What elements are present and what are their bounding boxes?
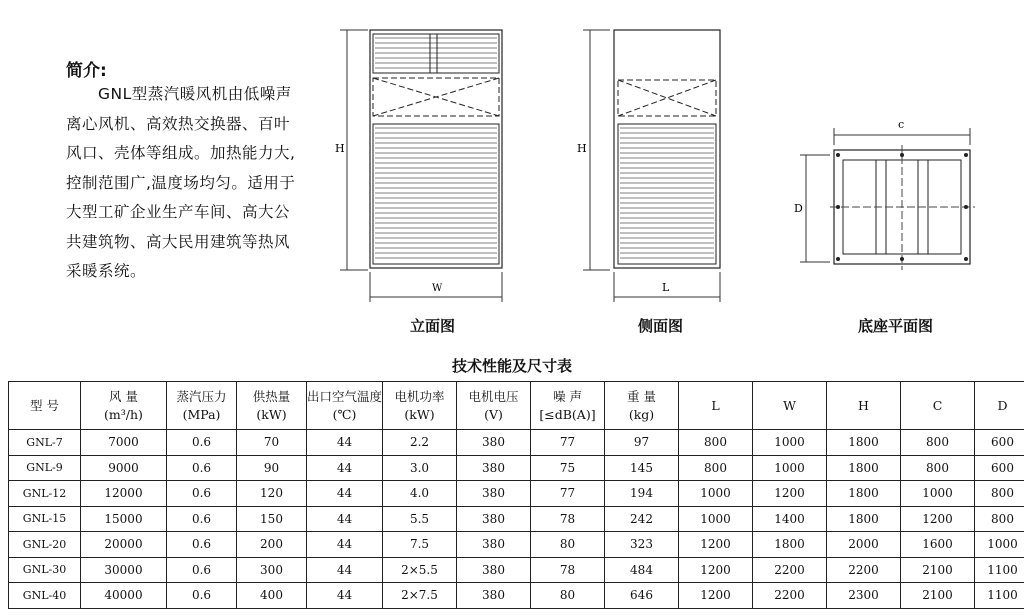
table-cell: 150: [237, 506, 307, 532]
side-l-label: L: [662, 281, 670, 294]
table-cell: 5.5: [383, 506, 457, 532]
table-cell: 646: [605, 583, 679, 609]
table-cell: 77: [531, 430, 605, 456]
table-cell: 380: [457, 583, 531, 609]
side-elevation-drawing: [577, 30, 720, 302]
table-row: [9, 583, 1024, 609]
table-header-cell: [237, 382, 307, 430]
table-cell: 15000: [81, 506, 167, 532]
table-cell: 1000: [679, 506, 753, 532]
header-label: 噪 声: [553, 388, 582, 404]
table-cell: 380: [457, 481, 531, 507]
table-cell: 1800: [827, 430, 901, 456]
table-cell: 40000: [81, 583, 167, 609]
model-cell: GNL-15: [9, 506, 81, 532]
table-cell: 2100: [901, 557, 975, 583]
table-cell: 44: [307, 583, 383, 609]
table-cell: 2200: [753, 583, 827, 609]
table-cell: 0.6: [167, 532, 237, 558]
table-cell: 1600: [901, 532, 975, 558]
header-unit: (kW): [404, 406, 435, 422]
spec-table: [8, 381, 1024, 609]
table-cell: 380: [457, 430, 531, 456]
table-cell: 44: [307, 455, 383, 481]
table-cell: 242: [605, 506, 679, 532]
table-cell: 7.5: [383, 532, 457, 558]
table-cell: 9000: [81, 455, 167, 481]
table-cell: 380: [457, 455, 531, 481]
table-cell: 3.0: [383, 455, 457, 481]
header-unit: [≤dB(A)]: [539, 406, 596, 422]
table-cell: 1800: [827, 481, 901, 507]
table-cell: 44: [307, 506, 383, 532]
front-caption: 立面图: [410, 317, 456, 335]
table-cell: 44: [307, 481, 383, 507]
table-header-cell: [81, 382, 167, 430]
intro-title: 简介:: [66, 61, 107, 81]
table-header-cell: [9, 382, 81, 430]
table-header-cell: [679, 382, 753, 430]
header-label: 型 号: [30, 397, 59, 413]
header-label: D: [997, 397, 1008, 413]
model-cell: GNL-12: [9, 481, 81, 507]
table-cell: 7000: [81, 430, 167, 456]
table-cell: 0.6: [167, 430, 237, 456]
table-cell: 194: [605, 481, 679, 507]
header-label: W: [783, 397, 796, 413]
table-cell: 90: [237, 455, 307, 481]
table-header-cell: [307, 382, 383, 430]
table-title: 技术性能及尺寸表: [451, 357, 572, 375]
table-cell: 2200: [827, 557, 901, 583]
header-label: 电机功率: [394, 388, 445, 404]
table-cell: 44: [307, 430, 383, 456]
table-cell: 0.6: [167, 506, 237, 532]
table-header-cell: [605, 382, 679, 430]
table-cell: 2000: [827, 532, 901, 558]
table-cell: 200: [237, 532, 307, 558]
table-cell: 1200: [901, 506, 975, 532]
table-row: [9, 506, 1024, 532]
table-cell: 44: [307, 532, 383, 558]
table-cell: 80: [531, 532, 605, 558]
header-unit: (m³/h): [104, 406, 143, 422]
front-elevation-drawing: [335, 30, 502, 302]
table-cell: 0.6: [167, 557, 237, 583]
table-cell: 1800: [753, 532, 827, 558]
table-row: [9, 430, 1024, 456]
header-label: 供热量: [252, 388, 291, 404]
header-label: 重 量: [627, 388, 656, 404]
table-cell: 1000: [901, 481, 975, 507]
table-cell: 0.6: [167, 455, 237, 481]
table-row: [9, 481, 1024, 507]
table-cell: 1800: [827, 455, 901, 481]
table-cell: 70: [237, 430, 307, 456]
model-cell: GNL-9: [9, 455, 81, 481]
model-cell: GNL-7: [9, 430, 81, 456]
base-plan-drawing: [794, 118, 975, 270]
table-cell: 145: [605, 455, 679, 481]
base-caption: 底座平面图: [858, 317, 934, 335]
table-header-cell: [901, 382, 975, 430]
header-unit: (V): [484, 406, 503, 422]
header-unit: (kW): [256, 406, 287, 422]
model-cell: GNL-20: [9, 532, 81, 558]
side-h-label: H: [577, 142, 587, 155]
base-d-label: D: [794, 202, 803, 215]
model-cell: GNL-30: [9, 557, 81, 583]
intro-text: GNL型蒸汽暖风机由低噪声离心风机、高效热交换器、百叶风口、壳体等组成。加热能力大,控制范围广,温度场均匀。适用于大型工矿企业生产车间、高大公共建筑物、高大民用建筑等热风采暖系统。: [66, 85, 296, 280]
front-w-label: W: [432, 283, 443, 294]
header-unit: (℃): [332, 406, 357, 422]
header-label: C: [932, 397, 943, 413]
table-cell: 44: [307, 557, 383, 583]
table-header-cell: [531, 382, 605, 430]
table-cell: 20000: [81, 532, 167, 558]
side-caption: 侧面图: [638, 317, 684, 335]
table-cell: 1100: [975, 557, 1024, 583]
header-label: 蒸汽压力: [176, 388, 227, 404]
table-cell: 1200: [679, 583, 753, 609]
table-cell: 1200: [679, 532, 753, 558]
table-cell: 484: [605, 557, 679, 583]
table-cell: 800: [901, 430, 975, 456]
table-cell: 300: [237, 557, 307, 583]
table-cell: 800: [901, 455, 975, 481]
table-cell: 400: [237, 583, 307, 609]
table-cell: 1800: [827, 506, 901, 532]
header-label: L: [711, 397, 720, 413]
table-cell: 323: [605, 532, 679, 558]
table-row: [9, 532, 1024, 558]
base-c-label: c: [898, 118, 905, 131]
table-header-cell: [753, 382, 827, 430]
table-cell: 1000: [753, 455, 827, 481]
table-cell: 78: [531, 506, 605, 532]
table-cell: 2.2: [383, 430, 457, 456]
table-cell: 0.6: [167, 583, 237, 609]
table-header-cell: [457, 382, 531, 430]
table-cell: 2300: [827, 583, 901, 609]
table-cell: 120: [237, 481, 307, 507]
table-cell: 97: [605, 430, 679, 456]
front-h-label: H: [335, 142, 345, 155]
table-cell: 380: [457, 532, 531, 558]
table-header-cell: [827, 382, 901, 430]
table-cell: 30000: [81, 557, 167, 583]
header-label: 出口空气温度: [307, 388, 383, 404]
table-cell: 4.0: [383, 481, 457, 507]
table-cell: 1000: [975, 532, 1024, 558]
table-cell: 0.6: [167, 481, 237, 507]
table-header-row: [9, 382, 1024, 430]
table-cell: 380: [457, 506, 531, 532]
header-label: 风 量: [109, 388, 138, 404]
table-cell: 1200: [679, 557, 753, 583]
table-body: [9, 430, 1024, 609]
table-cell: 800: [975, 481, 1024, 507]
table-cell: 380: [457, 557, 531, 583]
header-unit: (MPa): [182, 406, 221, 422]
table-cell: 77: [531, 481, 605, 507]
table-cell: 800: [679, 455, 753, 481]
table-cell: 600: [975, 430, 1024, 456]
header-unit: (kg): [628, 406, 655, 422]
table-cell: 1400: [753, 506, 827, 532]
table-cell: 1000: [679, 481, 753, 507]
table-cell: 1000: [753, 430, 827, 456]
table-cell: 800: [679, 430, 753, 456]
table-cell: 800: [975, 506, 1024, 532]
table-cell: 80: [531, 583, 605, 609]
table-row: [9, 455, 1024, 481]
header-label: H: [858, 397, 869, 413]
table-cell: 2×5.5: [383, 557, 457, 583]
header-label: 电机电压: [468, 388, 519, 404]
table-cell: 2×7.5: [383, 583, 457, 609]
table-cell: 600: [975, 455, 1024, 481]
table-cell: 75: [531, 455, 605, 481]
table-header-cell: [975, 382, 1024, 430]
table-header-cell: [383, 382, 457, 430]
table-header-cell: [167, 382, 237, 430]
table-cell: 1200: [753, 481, 827, 507]
table-cell: 78: [531, 557, 605, 583]
table-cell: 2200: [753, 557, 827, 583]
table-cell: 12000: [81, 481, 167, 507]
table-row: [9, 557, 1024, 583]
table-cell: 2100: [901, 583, 975, 609]
model-cell: GNL-40: [9, 583, 81, 609]
table-cell: 1100: [975, 583, 1024, 609]
